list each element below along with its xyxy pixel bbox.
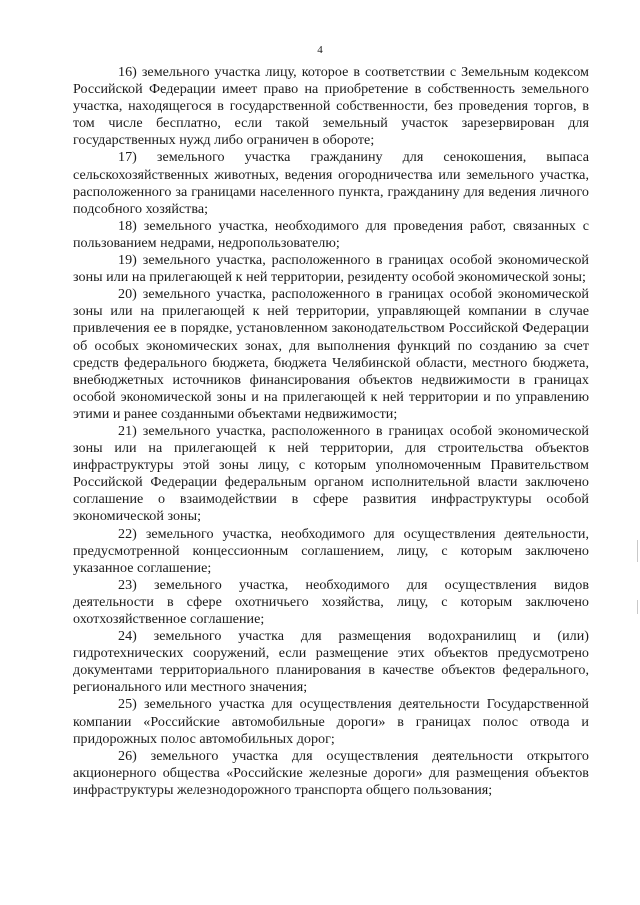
list-item-23: 23) земельного участка, необходимого для осуществления видов деятельности в сфере охотничьего хозяйства, лицу, с которым заключено охотхозяйственное соглашение;	[73, 576, 589, 627]
document-body	[73, 64, 589, 799]
list-item-25: 25) земельного участка для осуществления деятельности Государственной компании «Российские автомобильные дороги» в границах полос отвода и придорожных полос автомобильных дорог;	[73, 696, 589, 747]
list-item-22: 22) земельного участка, необходимого для осуществления деятельности, предусмотренной концессионным соглашением, лицу, с которым заключено указанное соглашение;	[73, 525, 589, 576]
list-item-21: 21) земельного участка, расположенного в границах особой экономической зоны или на прилегающей к ней территории, для строительства объектов инфраструктуры этой зоны лицу, с которым уполномоченным Правительством Российской Федерации федеральным органом исполнительной власти заключено соглашение о взаимодействии в сфере развития инфраструктуры особой экономической зоны;	[73, 422, 589, 525]
list-item-24: 24) земельного участка для размещения водохранилищ и (или) гидротехнических сооружений, если размещение этих объектов предусмотрено документами территориального планирования в качестве объектов федерального, регионального или местного значения;	[73, 628, 589, 696]
list-item-26: 26) земельного участка для осуществления деятельности открытого акционерного общества «Российские железные дороги» для размещения объектов инфраструктуры железнодорожного транспорта общего пользования;	[73, 747, 589, 798]
list-item-17: 17) земельного участка гражданину для сенокошения, выпаса сельскохозяйственных животных, ведения огородничества или земельного участка, расположенного за границами населенного пункта, гражданину для ведения личного подсобного хозяйства;	[73, 149, 589, 217]
page-number: 4	[317, 44, 323, 56]
list-item-16: 16) земельного участка лицу, которое в соответствии с Земельным кодексом Российской Федерации имеет право на приобретение в собственность земельного участка, находящегося в государственной собственности, без проведения торгов, в том числе бесплатно, если такой земельный участок зарезервирован для государственных нужд либо ограничен в обороте;	[73, 64, 589, 149]
list-item-18: 18) земельного участка, необходимого для проведения работ, связанных с пользованием недрами, недропользователю;	[73, 217, 589, 251]
scan-edge-mark	[637, 540, 638, 562]
list-item-19: 19) земельного участка, расположенного в границах особой экономической зоны или на прилегающей к ней территории, резиденту особой экономической зоны;	[73, 252, 589, 286]
scan-edge-mark	[637, 600, 638, 614]
list-item-20: 20) земельного участка, расположенного в границах особой экономической зоны или на прилегающей к ней территории, управляющей компании в случае привлечения ее в порядке, установленном законодательством Российской Федерации об особых экономических зонах, для выполнения функций по созданию за счет средств федерального бюджета, бюджета Челябинской области, местного бюджета, внебюджетных источников финансирования объектов недвижимости в границах особой экономической зоны и на прилегающей к ней территории и по управлению этими и ранее созданными объектами недвижимости;	[73, 286, 589, 422]
